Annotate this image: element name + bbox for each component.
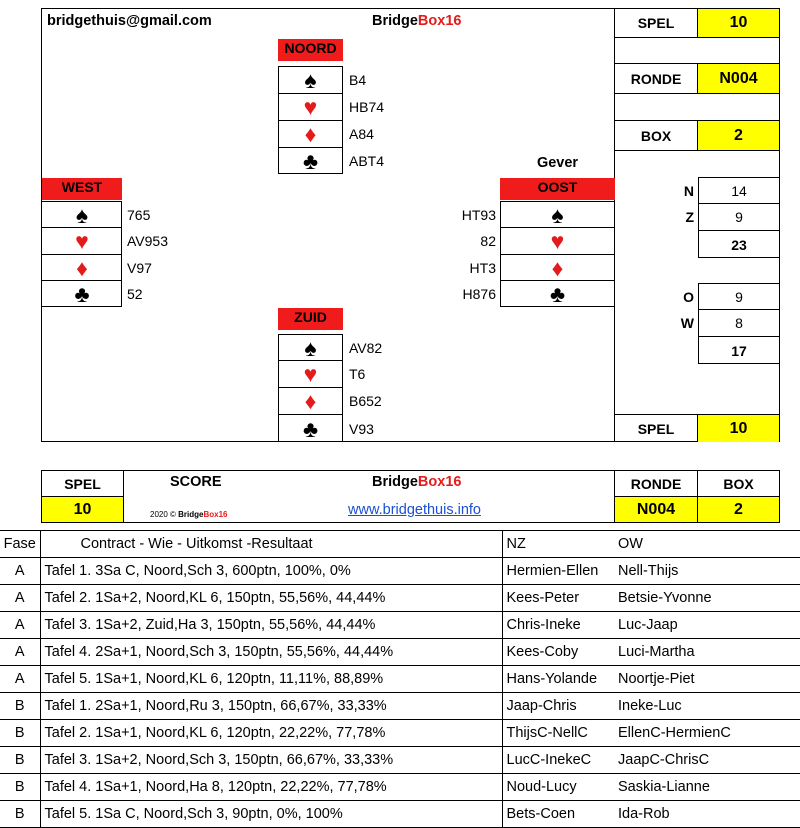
- north-clubs: ABT4: [349, 153, 385, 169]
- contract-cell: Tafel 2. 1Sa+2, Noord,KL 6, 150ptn, 55,56%, 44,44%: [40, 585, 502, 612]
- diamond-icon: ♦: [76, 254, 88, 281]
- results-table: [0, 530, 800, 828]
- hcp-o-label: O: [683, 288, 694, 305]
- table-row: [0, 585, 800, 612]
- contract-cell: Tafel 1. 2Sa+1, Noord,Ru 3, 150ptn, 66,67%, 33,33%: [40, 693, 502, 720]
- contract-cell: Tafel 1. 3Sa C, Noord,Sch 3, 600ptn, 100%, 0%: [40, 558, 502, 585]
- spade-icon: ♠: [551, 201, 564, 228]
- dealer-label: Gever: [536, 155, 579, 171]
- south-clubs: V93: [349, 420, 374, 437]
- south-label: ZUID: [278, 308, 343, 330]
- ow-cell: Luc-Jaap: [614, 612, 800, 639]
- spel-bottom-value: 10: [698, 415, 779, 442]
- ow-cell: Saskia-Lianne: [614, 774, 800, 801]
- email-address: bridgethuis@gmail.com: [47, 13, 212, 29]
- spel-label: SPEL: [637, 15, 675, 31]
- score-brand-logo: BridgeBox16: [372, 474, 462, 490]
- table-row: [0, 666, 800, 693]
- hcp-z-label: Z: [685, 209, 694, 225]
- hcp-n-value: 14: [731, 182, 747, 199]
- club-icon: ♣: [302, 148, 319, 174]
- contract-cell: Tafel 3. 1Sa+2, Noord,Sch 3, 150ptn, 66,67%, 33,33%: [40, 747, 502, 774]
- hcp-w-value: 8: [735, 315, 743, 331]
- ow-cell: Ineke-Luc: [614, 693, 800, 720]
- north-diamonds: A84: [349, 126, 374, 142]
- table-row: [0, 747, 800, 774]
- west-label: WEST: [42, 178, 122, 200]
- score-title: SCORE: [170, 474, 222, 490]
- score-spel-value: 10: [42, 497, 123, 522]
- ronde-label: RONDE: [630, 70, 682, 87]
- hcp-o-value: 9: [735, 288, 743, 305]
- box-value: 2: [698, 121, 779, 150]
- nz-cell: Chris-Ineke: [502, 612, 614, 639]
- table-row: [0, 720, 800, 747]
- ow-cell: EllenC-HermienC: [614, 720, 800, 747]
- heart-icon: ♥: [303, 361, 318, 387]
- nz-cell: Bets-Coen: [502, 801, 614, 828]
- north-spades: B4: [349, 72, 367, 88]
- table-row: [0, 558, 800, 585]
- hcp-ns-total: 23: [731, 236, 747, 253]
- contract-cell: Tafel 4. 1Sa+1, Noord,Ha 8, 120ptn, 22,22%, 77,78%: [40, 774, 502, 801]
- fase-cell: B: [0, 801, 40, 828]
- box-label: BOX: [640, 127, 672, 144]
- nz-cell: Kees-Coby: [502, 639, 614, 666]
- diamond-icon: ♦: [304, 388, 317, 414]
- spel-value: 10: [698, 9, 779, 37]
- hcp-z-value: 9: [735, 209, 743, 225]
- west-spades: 765: [127, 206, 151, 223]
- fase-cell: A: [0, 612, 40, 639]
- hcp-n-label: N: [683, 182, 694, 199]
- nz-header: NZ: [502, 531, 614, 558]
- heart-icon: ♥: [550, 228, 565, 254]
- ow-cell: Betsie-Yvonne: [614, 585, 800, 612]
- contract-cell: Tafel 5. 1Sa C, Noord,Sch 3, 90ptn, 0%, 100%: [40, 801, 502, 828]
- east-label: OOST: [500, 178, 615, 200]
- contract-cell: Tafel 2. 1Sa+1, Noord,KL 6, 120ptn, 22,22%, 77,78%: [40, 720, 502, 747]
- hcp-w-label: W: [680, 315, 694, 331]
- fase-cell: B: [0, 774, 40, 801]
- ow-cell: Noortje-Piet: [614, 666, 800, 693]
- ow-header: OW: [614, 531, 800, 558]
- score-spel-label: SPEL: [64, 475, 101, 492]
- heart-icon: ♥: [303, 94, 318, 120]
- ow-cell: JaapC-ChrisC: [614, 747, 800, 774]
- ronde-value: N004: [698, 64, 779, 93]
- copyright-text: 2020 © BridgeBox16: [150, 510, 228, 519]
- fase-cell: B: [0, 747, 40, 774]
- fase-cell: A: [0, 558, 40, 585]
- hcp-ow-total: 17: [731, 342, 747, 359]
- score-box-value: 2: [698, 497, 779, 522]
- east-spades: HT93: [461, 206, 496, 223]
- score-ronde-label: RONDE: [630, 475, 682, 492]
- fase-cell: A: [0, 585, 40, 612]
- club-icon: ♣: [74, 281, 90, 307]
- table-row: [0, 774, 800, 801]
- south-hearts: T6: [349, 366, 366, 382]
- south-spades: AV82: [349, 339, 383, 356]
- nz-cell: LucC-InekeC: [502, 747, 614, 774]
- contract-cell: Tafel 5. 1Sa+1, Noord,KL 6, 120ptn, 11,11%, 88,89%: [40, 666, 502, 693]
- east-clubs: H876: [462, 286, 496, 302]
- east-hearts: 82: [480, 233, 496, 249]
- fase-cell: B: [0, 720, 40, 747]
- north-hearts: HB74: [349, 99, 385, 115]
- table-row: [0, 801, 800, 828]
- south-diamonds: B652: [349, 393, 382, 409]
- fase-cell: A: [0, 639, 40, 666]
- nz-cell: Hans-Yolande: [502, 666, 614, 693]
- club-icon: ♣: [302, 415, 319, 442]
- heart-icon: ♥: [75, 228, 89, 254]
- club-icon: ♣: [549, 281, 566, 307]
- nz-cell: Hermien-Ellen: [502, 558, 614, 585]
- website-link[interactable]: www.bridgethuis.info: [348, 502, 481, 518]
- ow-cell: Luci-Martha: [614, 639, 800, 666]
- contract-cell: Tafel 3. 1Sa+2, Zuid,Ha 3, 150ptn, 55,56%, 44,44%: [40, 612, 502, 639]
- nz-cell: Noud-Lucy: [502, 774, 614, 801]
- diamond-icon: ♦: [551, 254, 564, 281]
- west-diamonds: V97: [127, 259, 152, 276]
- contract-header: Contract - Wie - Uitkomst -Resultaat: [40, 531, 502, 558]
- diamond-icon: ♦: [304, 121, 317, 147]
- fase-cell: B: [0, 693, 40, 720]
- east-diamonds: HT3: [469, 259, 496, 276]
- table-row: [0, 612, 800, 639]
- score-box-label: BOX: [723, 475, 754, 492]
- fase-cell: A: [0, 666, 40, 693]
- table-row: [0, 639, 800, 666]
- contract-cell: Tafel 4. 2Sa+1, Noord,Sch 3, 150ptn, 55,56%, 44,44%: [40, 639, 502, 666]
- nz-cell: Kees-Peter: [502, 585, 614, 612]
- north-label: NOORD: [278, 39, 343, 61]
- results-header-row: [0, 531, 800, 558]
- spade-icon: ♠: [75, 201, 89, 228]
- spel-bottom-label: SPEL: [637, 420, 675, 437]
- score-ronde-value: N004: [615, 497, 697, 522]
- brand-logo: BridgeBox16: [372, 13, 462, 29]
- nz-cell: ThijsC-NellC: [502, 720, 614, 747]
- west-clubs: 52: [127, 286, 143, 302]
- fase-header: Fase: [0, 531, 40, 558]
- spade-icon: ♠: [304, 67, 317, 93]
- table-row: [0, 693, 800, 720]
- west-hearts: AV953: [127, 233, 168, 249]
- spade-icon: ♠: [304, 334, 317, 361]
- ow-cell: Ida-Rob: [614, 801, 800, 828]
- ow-cell: Nell-Thijs: [614, 558, 800, 585]
- nz-cell: Jaap-Chris: [502, 693, 614, 720]
